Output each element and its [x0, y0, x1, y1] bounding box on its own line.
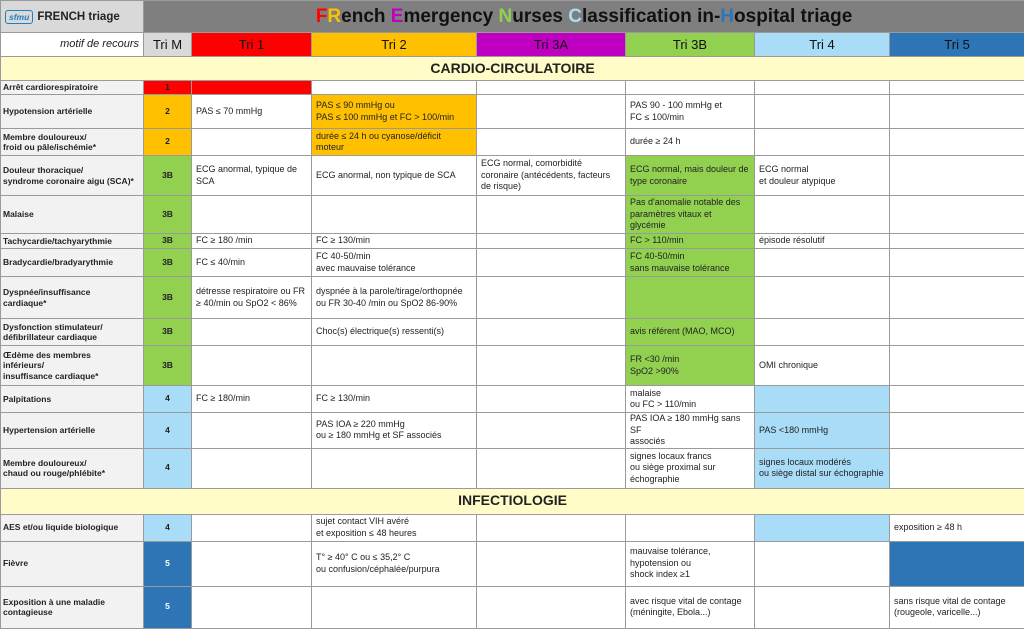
table-row	[1, 541, 1024, 586]
criteria-cell-t2: PAS ≤ 90 mmHg ou PAS ≤ 100 mmHg et FC > 100/min	[312, 95, 477, 129]
criteria-cell-t4	[755, 386, 890, 413]
criteria-cell-t5	[890, 541, 1024, 586]
criteria-cell-t3a	[477, 448, 626, 488]
criteria-cell-t3a	[477, 386, 626, 413]
table-row	[1, 156, 1024, 196]
criteria-cell-t3a	[477, 234, 626, 249]
criteria-cell-t2: sujet contact VIH avéré et exposition ≤ 48 heures	[312, 514, 477, 541]
motif-cell: Bradycardie/bradyarythmie	[1, 249, 144, 277]
criteria-cell-t5	[890, 386, 1024, 413]
col-header-trim: Tri M	[144, 33, 192, 57]
col-header-tri4: Tri 4	[755, 33, 890, 57]
motif-header: motif de recours	[1, 33, 144, 57]
criteria-cell-t3b: PAS IOA ≥ 180 mmHg sans SF associés	[626, 413, 755, 449]
motif-cell: Douleur thoracique/ syndrome coronaire aigu (SCA)*	[1, 156, 144, 196]
title-text: ospital triage	[734, 5, 853, 27]
criteria-cell-t4: épisode résolutif	[755, 234, 890, 249]
criteria-cell-t1	[192, 319, 312, 346]
criteria-cell-t1: ECG anormal, typique de SCA	[192, 156, 312, 196]
criteria-cell-t3b: Pas d'anomalie notable des paramètres vitaux et glycémie	[626, 196, 755, 234]
title-letter: F	[315, 5, 328, 27]
criteria-cell-t1	[192, 129, 312, 156]
table-row	[1, 234, 1024, 249]
col-header-tri3a: Tri 3A	[477, 33, 626, 57]
motif-cell: Œdème des membres inférieurs/ insuffisance cardiaque*	[1, 346, 144, 386]
motif-cell: Tachycardie/tachyarythmie	[1, 234, 144, 249]
motif-cell: Palpitations	[1, 386, 144, 413]
criteria-cell-t1	[192, 541, 312, 586]
criteria-cell-t2	[312, 448, 477, 488]
trim-cell: 3B	[144, 346, 192, 386]
criteria-cell-t3b: ECG normal, mais douleur de type coronaire	[626, 156, 755, 196]
criteria-cell-t5	[890, 129, 1024, 156]
trim-cell: 3B	[144, 234, 192, 249]
criteria-cell-t4	[755, 129, 890, 156]
criteria-cell-t1	[192, 413, 312, 449]
criteria-cell-t1	[192, 586, 312, 628]
col-header-tri2: Tri 2	[312, 33, 477, 57]
trim-cell: 3B	[144, 196, 192, 234]
criteria-cell-t3a	[477, 514, 626, 541]
criteria-cell-t5: exposition ≥ 48 h	[890, 514, 1024, 541]
table-row	[1, 346, 1024, 386]
table-row	[1, 448, 1024, 488]
motif-cell: Membre douloureux/ froid ou pâle/ischémie*	[1, 129, 144, 156]
sfmu-logo: sfmu	[5, 10, 33, 24]
motif-cell: Fièvre	[1, 541, 144, 586]
criteria-cell-t3b	[626, 81, 755, 95]
title-text: mergency	[403, 5, 499, 27]
criteria-cell-t5: sans risque vital de contage (rougeole, varicelle...)	[890, 586, 1024, 628]
title-letter: N	[498, 5, 513, 27]
criteria-cell-t2: FC ≥ 130/min	[312, 234, 477, 249]
criteria-cell-t3a	[477, 95, 626, 129]
criteria-cell-t3b: signes locaux francs ou siège proximal sur échographie	[626, 448, 755, 488]
title-letter: H	[720, 5, 735, 27]
criteria-cell-t5	[890, 346, 1024, 386]
criteria-cell-t3a	[477, 129, 626, 156]
motif-cell: AES et/ou liquide biologique	[1, 514, 144, 541]
criteria-cell-t3a	[477, 346, 626, 386]
criteria-cell-t4	[755, 319, 890, 346]
criteria-cell-t3b: durée ≥ 24 h	[626, 129, 755, 156]
criteria-cell-t2	[312, 81, 477, 95]
criteria-cell-t3a: ECG normal, comorbidité coronaire (antécédents, facteurs de risque)	[477, 156, 626, 196]
criteria-cell-t1	[192, 81, 312, 95]
criteria-cell-t4	[755, 81, 890, 95]
title-text: lassification in-	[581, 5, 721, 27]
title-letter: E	[390, 5, 404, 27]
table-row	[1, 277, 1024, 319]
criteria-cell-t3b: avec risque vital de contage (méningite, Ebola...)	[626, 586, 755, 628]
criteria-cell-t4	[755, 541, 890, 586]
criteria-cell-t3a	[477, 196, 626, 234]
criteria-cell-t1: FC ≥ 180 /min	[192, 234, 312, 249]
criteria-cell-t5	[890, 156, 1024, 196]
trim-cell: 2	[144, 95, 192, 129]
table-row	[1, 514, 1024, 541]
criteria-cell-t3a	[477, 249, 626, 277]
title-text: urses	[512, 5, 569, 27]
criteria-cell-t2: FC 40-50/min avec mauvaise tolérance	[312, 249, 477, 277]
table-row	[1, 319, 1024, 346]
criteria-cell-t5	[890, 234, 1024, 249]
motif-cell: Exposition à une maladie contagieuse	[1, 586, 144, 628]
col-header-tri3b: Tri 3B	[626, 33, 755, 57]
criteria-cell-t1: PAS ≤ 70 mmHg	[192, 95, 312, 129]
motif-cell: Membre douloureux/ chaud ou rouge/phlébite*	[1, 448, 144, 488]
criteria-cell-t3a	[477, 319, 626, 346]
trim-cell: 3B	[144, 156, 192, 196]
criteria-cell-t4	[755, 196, 890, 234]
criteria-cell-t4	[755, 514, 890, 541]
criteria-cell-t2: FC ≥ 130/min	[312, 386, 477, 413]
col-header-tri1: Tri 1	[192, 33, 312, 57]
criteria-cell-t1	[192, 196, 312, 234]
motif-cell: Dyspnée/insuffisance cardiaque*	[1, 277, 144, 319]
brand-name: FRENCH triage	[37, 10, 120, 23]
criteria-cell-t5	[890, 81, 1024, 95]
criteria-cell-t3b: mauvaise tolérance, hypotension ou shock index ≥1	[626, 541, 755, 586]
criteria-cell-t4: PAS <180 mmHg	[755, 413, 890, 449]
criteria-cell-t2	[312, 586, 477, 628]
criteria-cell-t4: signes locaux modérés ou siège distal sur échographie	[755, 448, 890, 488]
table-row	[1, 586, 1024, 628]
criteria-cell-t2: dyspnée à la parole/tirage/orthopnée ou FR 30-40 /min ou SpO2 86-90%	[312, 277, 477, 319]
col-header-tri5: Tri 5	[890, 33, 1024, 57]
criteria-cell-t3a	[477, 277, 626, 319]
criteria-cell-t5	[890, 277, 1024, 319]
criteria-cell-t4	[755, 586, 890, 628]
motif-cell: Malaise	[1, 196, 144, 234]
table-row	[1, 386, 1024, 413]
trim-cell: 4	[144, 386, 192, 413]
criteria-cell-t3b: avis référent (MAO, MCO)	[626, 319, 755, 346]
criteria-cell-t2: durée ≤ 24 h ou cyanose/déficit moteur	[312, 129, 477, 156]
criteria-cell-t3b: PAS 90 - 100 mmHg et FC ≤ 100/min	[626, 95, 755, 129]
criteria-cell-t1: FC ≥ 180/min	[192, 386, 312, 413]
criteria-cell-t3b	[626, 277, 755, 319]
trim-cell: 5	[144, 586, 192, 628]
criteria-cell-t2: T° ≥ 40° C ou ≤ 35,2° C ou confusion/céphalée/purpura	[312, 541, 477, 586]
table-row	[1, 249, 1024, 277]
criteria-cell-t2: Choc(s) électrique(s) ressenti(s)	[312, 319, 477, 346]
criteria-cell-t5	[890, 413, 1024, 449]
criteria-cell-t1	[192, 346, 312, 386]
criteria-cell-t5	[890, 249, 1024, 277]
trim-cell: 1	[144, 81, 192, 95]
criteria-cell-t2	[312, 346, 477, 386]
criteria-cell-t1	[192, 448, 312, 488]
criteria-cell-t4	[755, 95, 890, 129]
criteria-cell-t1: détresse respiratoire ou FR ≥ 40/min ou SpO2 < 86%	[192, 277, 312, 319]
criteria-cell-t5	[890, 319, 1024, 346]
criteria-cell-t4	[755, 277, 890, 319]
title-letter: C	[568, 5, 582, 27]
criteria-cell-t3a	[477, 81, 626, 95]
trim-cell: 4	[144, 413, 192, 449]
trim-cell: 3B	[144, 277, 192, 319]
motif-cell: Hypotension artérielle	[1, 95, 144, 129]
criteria-cell-t5	[890, 448, 1024, 488]
criteria-cell-t2: PAS IOA ≥ 220 mmHg ou ≥ 180 mmHg et SF associés	[312, 413, 477, 449]
criteria-cell-t1: FC ≤ 40/min	[192, 249, 312, 277]
trim-cell: 3B	[144, 319, 192, 346]
criteria-cell-t1	[192, 514, 312, 541]
criteria-cell-t3b: FR <30 /min SpO2 >90%	[626, 346, 755, 386]
criteria-cell-t3b: FC > 110/min	[626, 234, 755, 249]
criteria-cell-t3a	[477, 413, 626, 449]
brand-cell	[1, 1, 144, 33]
criteria-cell-t3a	[477, 541, 626, 586]
trim-cell: 5	[144, 541, 192, 586]
criteria-cell-t4: ECG normal et douleur atypique	[755, 156, 890, 196]
table-row	[1, 413, 1024, 449]
trim-cell: 3B	[144, 249, 192, 277]
criteria-cell-t4	[755, 249, 890, 277]
criteria-cell-t3b	[626, 514, 755, 541]
section-cardio: CARDIO-CIRCULATOIRE	[1, 57, 1024, 81]
motif-cell: Hypertension artérielle	[1, 413, 144, 449]
table-row	[1, 196, 1024, 234]
criteria-cell-t4: OMI chronique	[755, 346, 890, 386]
table-row	[1, 81, 1024, 95]
trim-cell: 4	[144, 448, 192, 488]
title-text: ench	[341, 5, 391, 27]
criteria-cell-t3b: FC 40-50/min sans mauvaise tolérance	[626, 249, 755, 277]
criteria-cell-t5	[890, 95, 1024, 129]
motif-cell: Dysfonction stimulateur/ défibrillateur cardiaque	[1, 319, 144, 346]
criteria-cell-t2: ECG anormal, non typique de SCA	[312, 156, 477, 196]
table-row	[1, 129, 1024, 156]
criteria-cell-t3b: malaise ou FC > 110/min	[626, 386, 755, 413]
section-infectio: INFECTIOLOGIE	[1, 488, 1024, 514]
title-letter: R	[327, 5, 342, 27]
table-row	[1, 95, 1024, 129]
page-title	[144, 1, 1024, 33]
motif-cell: Arrêt cardiorespiratoire	[1, 81, 144, 95]
trim-cell: 2	[144, 129, 192, 156]
criteria-cell-t3a	[477, 586, 626, 628]
criteria-cell-t5	[890, 196, 1024, 234]
trim-cell: 4	[144, 514, 192, 541]
criteria-cell-t2	[312, 196, 477, 234]
